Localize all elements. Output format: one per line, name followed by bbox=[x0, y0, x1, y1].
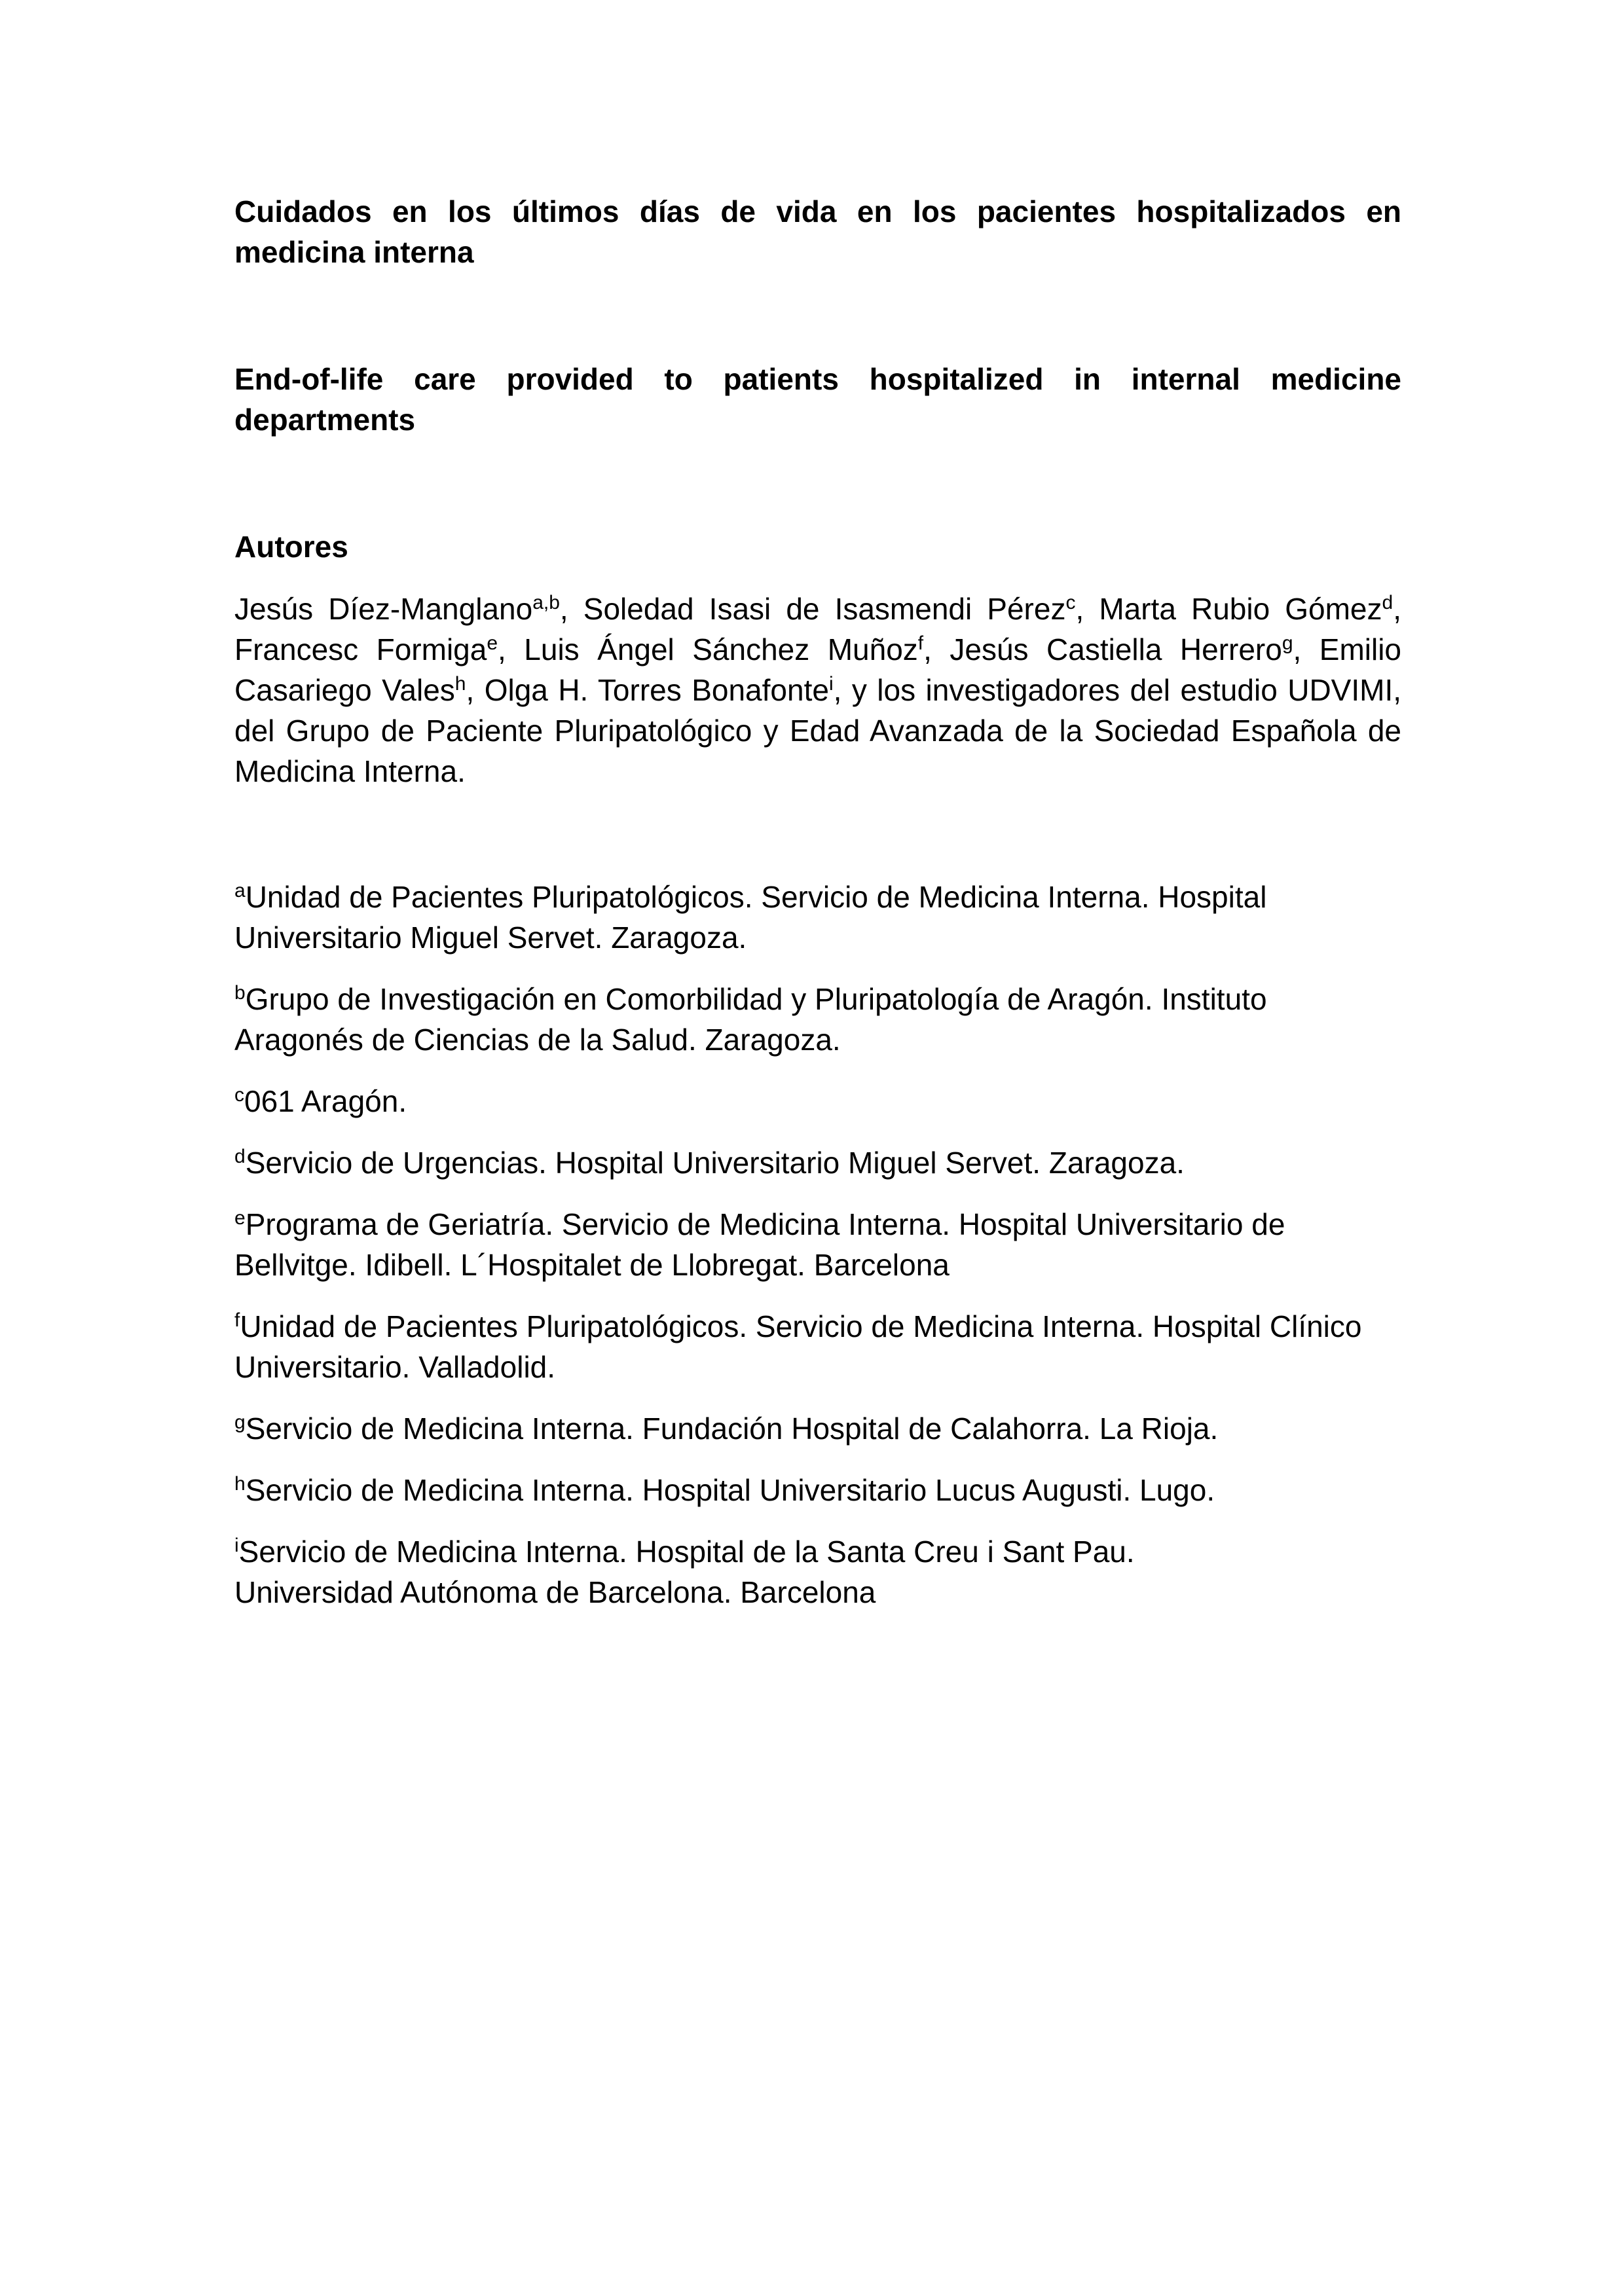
affiliation-g bbox=[234, 1408, 1401, 1449]
author-separator: , bbox=[498, 632, 525, 666]
author-name: Jesús Díez-Manglano bbox=[234, 592, 533, 626]
affiliation-f bbox=[234, 1306, 1401, 1387]
author-affiliation-marker: e bbox=[487, 632, 498, 654]
affiliation-marker: f bbox=[234, 1309, 240, 1331]
author-name: Emilio Casariego Vales bbox=[234, 632, 1402, 707]
author-separator: , bbox=[833, 673, 852, 707]
author-name: Luis Ángel Sánchez Muñoz bbox=[524, 632, 918, 666]
affiliation-text: Grupo de Investigación en Comorbilidad y Pluripatología de Aragón. Instituto Aragonés de Ciencias de la Salud. Zaragoza. bbox=[234, 982, 1267, 1057]
author-separator: , bbox=[1293, 632, 1320, 666]
affiliation-marker: e bbox=[234, 1207, 246, 1229]
authors-heading-block bbox=[234, 526, 1401, 567]
authors-heading: Autores bbox=[234, 530, 348, 564]
author-separator: , bbox=[923, 632, 950, 666]
author-affiliation-marker: a,b bbox=[532, 592, 560, 613]
author-separator: , bbox=[1075, 592, 1099, 626]
affiliation-i bbox=[234, 1531, 1217, 1613]
affiliation-marker: h bbox=[234, 1473, 246, 1495]
affiliation-d bbox=[234, 1142, 1401, 1183]
affiliation-text: Servicio de Urgencias. Hospital Universitario Miguel Servet. Zaragoza. bbox=[245, 1146, 1185, 1180]
author-affiliation-marker: h bbox=[454, 673, 466, 695]
author-name: Olga H. Torres Bonafonte bbox=[484, 673, 829, 707]
affiliation-marker: b bbox=[234, 982, 246, 1004]
affiliation-text: Unidad de Pacientes Pluripatológicos. Servicio de Medicina Interna. Hospital Universitario Miguel Servet. Zaragoza. bbox=[234, 880, 1267, 955]
title-spanish-block bbox=[234, 191, 1401, 272]
author-affiliation-marker: f bbox=[917, 632, 924, 654]
affiliation-h bbox=[234, 1470, 1401, 1510]
author-affiliation-marker: g bbox=[1282, 632, 1293, 654]
authors-block bbox=[234, 589, 1401, 792]
affiliation-text: Programa de Geriatría. Servicio de Medicina Interna. Hospital Universitario de Bellvitge. Idibell. L´Hospitalet de Llobregat. Barcelona bbox=[234, 1207, 1285, 1282]
author-separator: , bbox=[559, 592, 583, 626]
author-name: Francesc Formiga bbox=[234, 632, 487, 666]
author-affiliation-marker: c bbox=[1065, 592, 1076, 613]
affiliation-c bbox=[234, 1081, 1401, 1121]
affiliation-text: Servicio de Medicina Interna. Fundación Hospital de Calahorra. La Rioja. bbox=[245, 1412, 1219, 1446]
authors-tail: y los investigadores del estudio UDVIMI, del Grupo de Paciente Pluripatológico y Edad Avanzada de la Sociedad Española de Medicina Interna. bbox=[234, 673, 1402, 788]
author-affiliation-marker: i bbox=[828, 673, 834, 695]
affiliations-block bbox=[234, 877, 1401, 1633]
author-affiliation-marker: d bbox=[1382, 592, 1393, 613]
title-spanish: Cuidados en los últimos días de vida en los pacientes hospitalizados en medicina interna bbox=[234, 194, 1401, 269]
authors-list bbox=[234, 589, 1401, 792]
author-name: Marta Rubio Gómez bbox=[1099, 592, 1382, 626]
affiliation-b bbox=[234, 979, 1401, 1060]
author-name: Jesús Castiella Herrero bbox=[950, 632, 1282, 666]
author-name: Soledad Isasi de Isasmendi Pérez bbox=[583, 592, 1066, 626]
affiliation-text: Servicio de Medicina Interna. Hospital Universitario Lucus Augusti. Lugo. bbox=[245, 1473, 1215, 1507]
affiliation-marker: c bbox=[234, 1084, 244, 1106]
affiliation-text: Servicio de Medicina Interna. Hospital de la Santa Creu i Sant Pau. Universidad Autónoma de Barcelona. Barcelona bbox=[234, 1535, 1135, 1609]
title-english: End-of-life care provided to patients hospitalized in internal medicine departments bbox=[234, 362, 1401, 437]
affiliation-e bbox=[234, 1204, 1401, 1285]
affiliation-marker: a bbox=[234, 880, 246, 902]
author-separator: , bbox=[466, 673, 485, 707]
affiliation-text: 061 Aragón. bbox=[244, 1084, 407, 1118]
affiliation-marker: g bbox=[234, 1412, 246, 1433]
affiliation-text: Unidad de Pacientes Pluripatológicos. Servicio de Medicina Interna. Hospital Clínico Universitario. Valladolid. bbox=[234, 1309, 1362, 1384]
author-separator: , bbox=[1393, 592, 1401, 626]
affiliation-marker: i bbox=[234, 1535, 239, 1556]
affiliation-a bbox=[234, 877, 1401, 958]
title-english-block bbox=[234, 359, 1401, 440]
affiliation-marker: d bbox=[234, 1146, 246, 1167]
